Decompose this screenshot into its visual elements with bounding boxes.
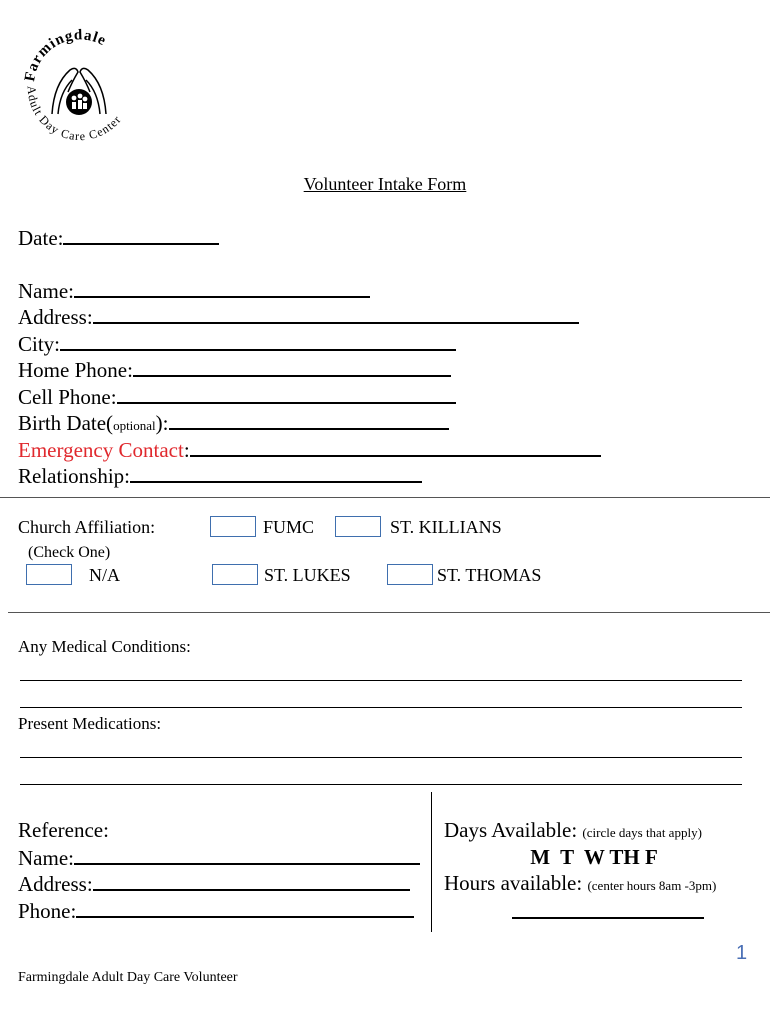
- home-phone-row: [18, 356, 451, 383]
- date-label: Date:: [18, 226, 64, 250]
- relationship-field[interactable]: [130, 462, 422, 483]
- people-group-icon: [66, 89, 92, 115]
- home-phone-label: Home Phone:: [18, 358, 133, 382]
- st-thomas-option-label: ST. THOMAS: [437, 565, 542, 585]
- hours-available-hint: (center hours 8am -3pm): [587, 878, 717, 893]
- relationship-label: Relationship:: [18, 464, 130, 488]
- name-label: Name:: [18, 279, 74, 303]
- st-thomas-checkbox[interactable]: [387, 564, 433, 585]
- cell-phone-row: [18, 383, 456, 410]
- birth-date-row: [18, 409, 449, 439]
- reference-name-row: [18, 844, 420, 871]
- logo-lower-text: Adult Day Care Center: [24, 85, 125, 144]
- birth-date-suffix: ):: [155, 411, 169, 435]
- reference-phone-label: Phone:: [18, 899, 77, 923]
- emergency-contact-label: Emergency Contact: [18, 438, 184, 462]
- emergency-contact-field[interactable]: [190, 436, 601, 457]
- center-logo: [14, 22, 144, 147]
- address-label: Address:: [18, 305, 93, 329]
- st-lukes-checkbox[interactable]: [212, 564, 258, 585]
- reference-name-label: Name:: [18, 846, 74, 870]
- reference-address-row: [18, 870, 410, 897]
- days-available-label: Days Available:: [444, 818, 578, 842]
- hours-available-label: Hours available:: [444, 871, 583, 895]
- address-row: [18, 303, 579, 330]
- medical-conditions-label: Any Medical Conditions:: [18, 637, 191, 656]
- present-medications-label: Present Medications:: [18, 714, 162, 733]
- church-check-one-hint: (Check One): [28, 544, 111, 561]
- relationship-row: [18, 462, 422, 489]
- reference-phone-row: [18, 897, 414, 924]
- cell-phone-field[interactable]: [117, 383, 456, 404]
- st-killians-checkbox[interactable]: [335, 516, 381, 537]
- na-option-label: N/A: [89, 565, 120, 585]
- medical-conditions-line-2[interactable]: [20, 707, 742, 708]
- logo-arc-text: Farmingdale: [22, 27, 109, 83]
- city-row: [18, 330, 456, 357]
- section-divider: [0, 497, 770, 498]
- reference-name-field[interactable]: [74, 844, 420, 865]
- na-checkbox[interactable]: [26, 564, 72, 585]
- hours-available-field[interactable]: [512, 917, 704, 919]
- st-lukes-option-label: ST. LUKES: [264, 565, 351, 585]
- emergency-contact-colon: :: [183, 438, 190, 462]
- emergency-contact-row: [18, 436, 601, 463]
- medications-line-1[interactable]: [20, 757, 742, 758]
- reference-address-label: Address:: [18, 872, 93, 896]
- cell-phone-label: Cell Phone:: [18, 385, 117, 409]
- reference-heading: Reference:: [18, 818, 109, 842]
- address-field[interactable]: [93, 303, 579, 324]
- reference-address-field[interactable]: [93, 870, 410, 891]
- birth-date-field[interactable]: [169, 409, 449, 430]
- date-field[interactable]: [63, 224, 219, 245]
- city-field[interactable]: [60, 330, 456, 351]
- city-label: City:: [18, 332, 61, 356]
- days-available-row: [444, 817, 702, 846]
- section-divider: [8, 612, 770, 613]
- page-footer: Farmingdale Adult Day Care Volunteer: [18, 970, 238, 985]
- days-available-hint: (circle days that apply): [582, 825, 702, 840]
- hours-available-row: [444, 870, 716, 899]
- medications-line-2[interactable]: [20, 784, 742, 785]
- fumc-option-label: FUMC: [263, 517, 315, 537]
- days-of-week[interactable]: M T W TH F: [530, 845, 658, 869]
- name-field[interactable]: [74, 277, 370, 298]
- medical-conditions-line-1[interactable]: [20, 680, 742, 681]
- reference-phone-field[interactable]: [76, 897, 414, 918]
- birth-date-optional: optional: [113, 418, 156, 433]
- fumc-checkbox[interactable]: [210, 516, 256, 537]
- column-divider: [431, 792, 432, 932]
- page-number: 1: [736, 942, 748, 964]
- church-affiliation-label: Church Affiliation:: [18, 517, 156, 537]
- date-row: [18, 224, 219, 251]
- form-title: Volunteer Intake Form: [303, 174, 467, 194]
- birth-date-label: Birth Date(: [18, 411, 114, 435]
- name-row: [18, 277, 370, 304]
- home-phone-field[interactable]: [133, 356, 451, 377]
- st-killians-option-label: ST. KILLIANS: [390, 517, 502, 537]
